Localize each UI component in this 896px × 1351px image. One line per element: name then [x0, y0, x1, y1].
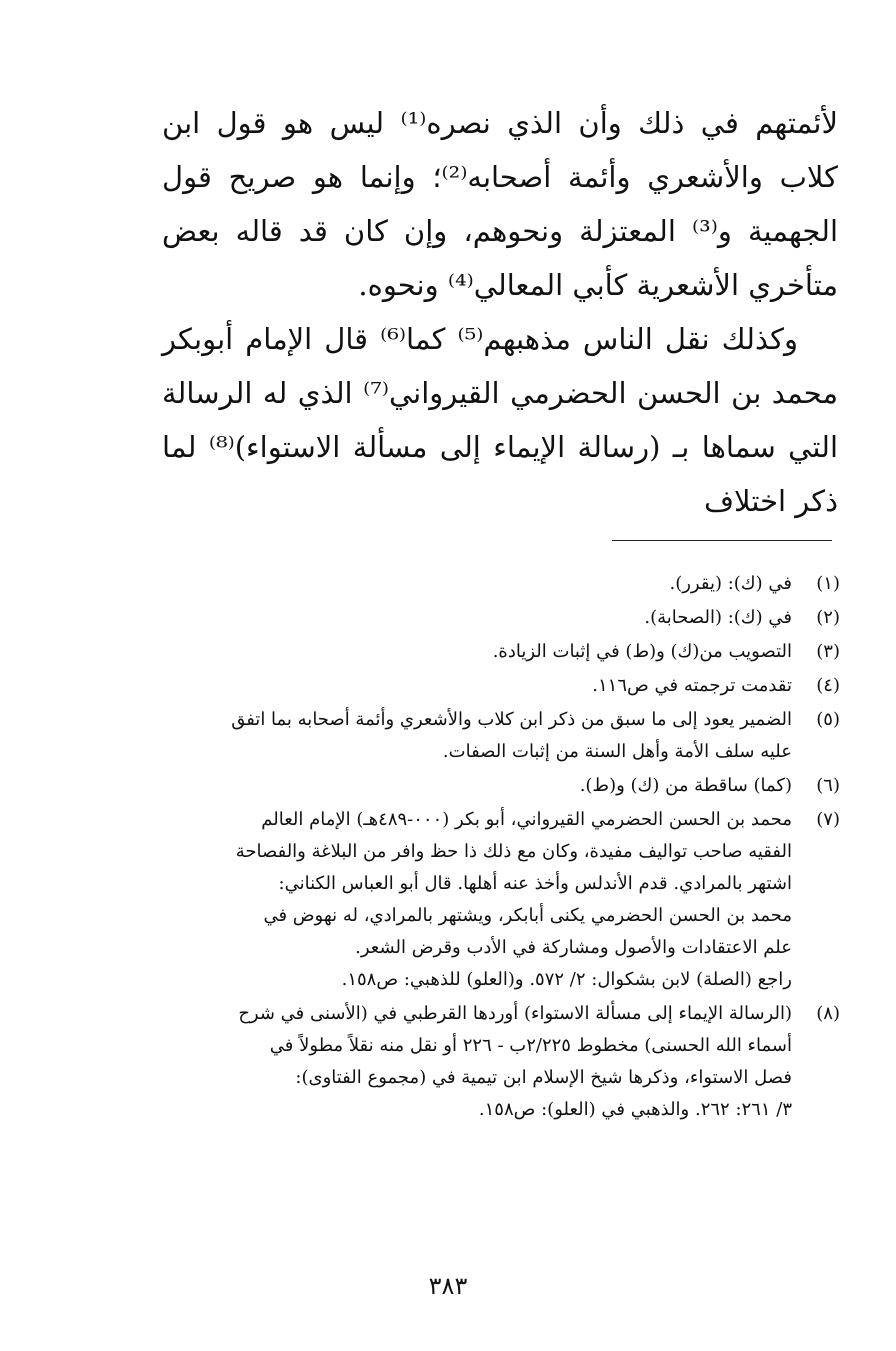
footnote-line: في (ك): (يقرر).: [669, 573, 792, 594]
footnote-line: اشتهر بالمرادي. قدم الأندلس وأخذ عنه أهلها. قال أبو العباس الكناني:: [278, 873, 792, 894]
footnote-number: (٦): [816, 775, 840, 796]
footnote-line: فصل الاستواء، وذكرها شيخ الإسلام ابن تيمية في (مجموع الفتاوى):: [295, 1067, 792, 1088]
footnote-line: علم الاعتقادات والأصول ومشاركة في الأدب وقرض الشعر.: [355, 937, 792, 958]
footnote-separator: [612, 540, 832, 541]
footnote: [160, 568, 840, 600]
footnote-line: الضمير يعود إلى ما سبق من ذكر ابن كلاب والأشعري وأئمة أصحابه بما اتفق: [231, 709, 792, 730]
footnote-text: [160, 602, 792, 634]
footnote-line: (الرسالة الإيماء إلى مسألة الاستواء) أوردها القرطبي في (الأسنى في شرح: [238, 1003, 792, 1024]
page-number: ٣٨٣: [428, 1272, 468, 1300]
footnote-number: (٢): [816, 607, 840, 628]
footnote-number: (١): [816, 573, 840, 594]
footnote-line: محمد بن الحسن الحضرمي القيرواني، أبو بكر (٠٠٠-٤٨٩هـ) الإمام العالم: [261, 809, 792, 830]
footnote-line: (كما) ساقطة من (ك) و(ط).: [579, 775, 792, 796]
footnote-text: [160, 804, 792, 996]
footnote-line: عليه سلف الأمة وأهل السنة من إثبات الصفات.: [442, 741, 792, 762]
footnote-number: (٣): [816, 641, 840, 662]
footnote-number: (٨): [816, 1003, 840, 1024]
footnote-line: في (ك): (الصحابة).: [644, 607, 792, 628]
footnote: [160, 704, 840, 768]
footnote-line: تقدمت ترجمته في ص١١٦.: [592, 675, 792, 696]
footnote: [160, 636, 840, 668]
footnote: [160, 998, 840, 1126]
footnote: [160, 670, 840, 702]
footnote: [160, 602, 840, 634]
footnote: [160, 804, 840, 996]
footnote-number: (٧): [816, 809, 840, 830]
main-text: [162, 96, 838, 528]
footnote-line: ٣/ ٢٦١: ٢٦٢. والذهبي في (العلو): ص١٥٨.: [478, 1099, 792, 1120]
footnote-text: [160, 636, 792, 668]
footnote-line: الفقيه صاحب تواليف مفيدة، وكان مع ذلك ذا حظ وافر من البلاغة والفصاحة: [235, 841, 792, 862]
footnote-line: محمد بن الحسن الحضرمي يكنى أبابكر، ويشتهر بالمرادي، له نهوض في: [263, 905, 792, 926]
footnote-line: التصويب من(ك) و(ط) في إثبات الزيادة.: [492, 641, 792, 662]
footnote-number: (٤): [816, 675, 840, 696]
footnote-line: راجع (الصلة) لابن بشكوال: ٢/ ٥٧٢. و(العلو) للذهبي: ص١٥٨.: [341, 969, 792, 990]
footnote-text: [160, 704, 792, 768]
footnote-text: [160, 670, 792, 702]
footnote-number: (٥): [816, 709, 840, 730]
footnote-text: [160, 998, 792, 1126]
footnote-text: [160, 568, 792, 600]
footnote-text: [160, 770, 792, 802]
footnote-line: أسماء الله الحسنى) مخطوط ٢/٢٢٥ب - ٢٢٦ أو نقل منه نقلاً مطولاً في: [269, 1035, 792, 1056]
footnotes: [160, 568, 840, 1128]
footnote: [160, 770, 840, 802]
paragraph-1: لأئمتهم في ذلك وأن الذي نصره⁽¹⁾ ليس هو قول ابن كلاب والأشعري وأئمة أصحابه⁽²⁾؛ وإنما هو صريح قول الجهمية و⁽³⁾ المعتزلة ونحوهم، وإن كان قد قاله بعض متأخري الأشعرية كأبي المعالي⁽⁴⁾ ونحوه.: [162, 106, 838, 302]
paragraph-2: وكذلك نقل الناس مذهبهم⁽⁵⁾ كما⁽⁶⁾ قال الإمام أبوبكر محمد بن الحسن الحضرمي القيرواني⁽⁷⁾ الذي له الرسالة التي سماها بـ (رسالة الإيماء إلى مسألة الاستواء)⁽⁸⁾ لما ذكر اختلاف: [162, 322, 838, 518]
